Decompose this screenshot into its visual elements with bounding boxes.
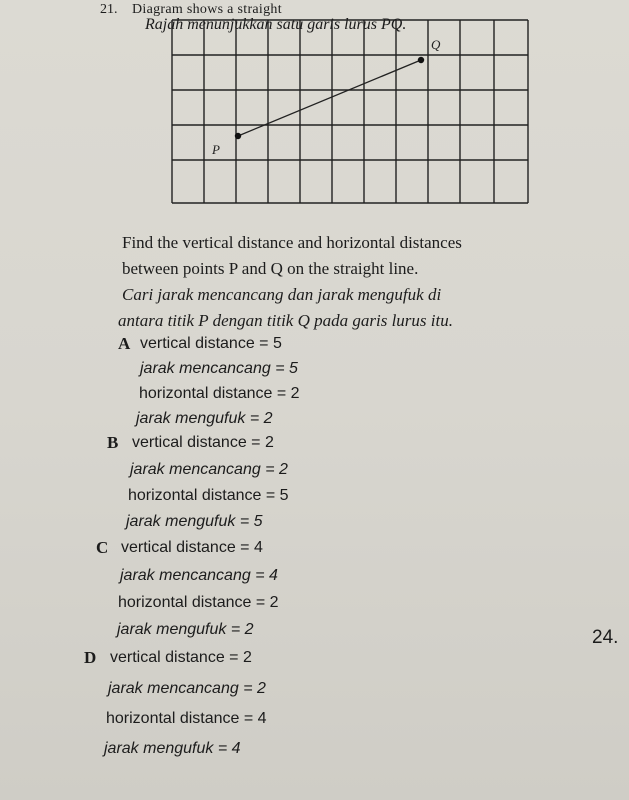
- prompt-en-line2: between points P and Q on the straight line.: [122, 259, 419, 278]
- option-A-vertical-ms: jarak mencancang = 5: [140, 360, 298, 377]
- option-A-horizontal-ms: jarak mengufuk = 2: [136, 410, 273, 427]
- option-D-letter[interactable]: D: [84, 648, 97, 667]
- option-C-vertical-ms: jarak mencancang = 4: [120, 567, 278, 584]
- question-heading-ms: Rajah menunjukkan satu garis lurus PQ.: [145, 16, 407, 33]
- option-B-horizontal-ms: jarak mengufuk = 5: [126, 513, 263, 530]
- question-heading-en: Diagram shows a straight: [132, 2, 282, 17]
- prompt-ms-line2: antara titik P dengan titik Q pada garis lurus itu.: [118, 311, 453, 330]
- option-A-letter[interactable]: A: [118, 334, 131, 353]
- point-P: [235, 133, 241, 139]
- option-B-vertical-en: vertical distance = 2: [132, 434, 274, 451]
- option-A-horizontal-en: horizontal distance = 2: [139, 385, 300, 402]
- option-D-vertical-ms: jarak mencancang = 2: [108, 680, 266, 697]
- grid-diagram: [0, 0, 629, 220]
- option-C-letter[interactable]: C: [96, 538, 109, 557]
- option-B-vertical-ms: jarak mencancang = 2: [130, 461, 288, 478]
- option-C-horizontal-en: horizontal distance = 2: [118, 594, 279, 611]
- option-C-vertical-en: vertical distance = 4: [121, 539, 263, 556]
- grid-lines: [172, 20, 528, 203]
- option-B-horizontal-en: horizontal distance = 5: [128, 487, 289, 504]
- page-number: 24.: [592, 627, 619, 648]
- prompt-ms-line1: Cari jarak mencancang dan jarak mengufuk di: [122, 285, 442, 304]
- label-Q: Q: [431, 37, 441, 52]
- option-C-horizontal-ms: jarak mengufuk = 2: [117, 621, 254, 638]
- label-P: P: [212, 142, 220, 157]
- prompt-en-line1: Find the vertical distance and horizontal distances: [122, 233, 462, 252]
- point-Q: [418, 57, 424, 63]
- option-D-horizontal-ms: jarak mengufuk = 4: [104, 740, 241, 757]
- question-number: 21.: [100, 2, 118, 17]
- option-B-letter[interactable]: B: [107, 433, 119, 452]
- option-D-vertical-en: vertical distance = 2: [110, 649, 252, 666]
- option-A-vertical-en: vertical distance = 5: [140, 335, 282, 352]
- option-D-horizontal-en: horizontal distance = 4: [106, 710, 267, 727]
